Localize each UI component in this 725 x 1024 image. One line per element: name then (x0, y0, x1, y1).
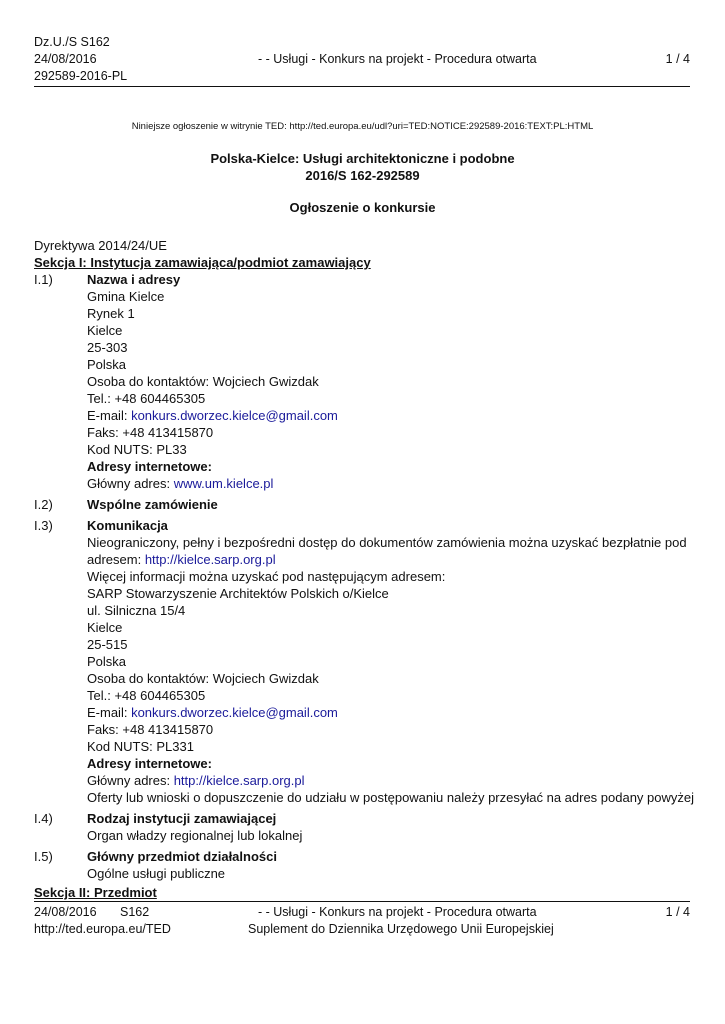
i3-email-link[interactable]: konkurs.dworzec.kielce@gmail.com (131, 705, 338, 720)
i1-country: Polska (87, 357, 127, 372)
directive: Dyrektywa 2014/24/UE (34, 238, 167, 253)
i3-heading: Komunikacja (87, 518, 168, 533)
i1-postal: 25-303 (87, 340, 128, 355)
main-title: Polska-Kielce: Usługi architektoniczne i podobne (210, 151, 515, 166)
i1-heading: Nazwa i adresy (87, 272, 181, 287)
i3-email-label: E-mail: (87, 705, 132, 720)
i3-access-line2 (87, 551, 276, 568)
header-title: - - Usługi - Konkurs na projekt - Procedura otwarta (258, 52, 537, 66)
i3-access-link[interactable]: http://kielce.sarp.org.pl (144, 552, 276, 567)
footer-page: 1 / 4 (665, 905, 690, 919)
i3-country: Polska (87, 654, 127, 669)
i1-city: Kielce (87, 323, 123, 338)
i1-fax: Faks: +48 413415870 (87, 425, 214, 440)
i1-name: Gmina Kielce (87, 289, 165, 304)
i1-main-address-label: Główny adres: (87, 476, 174, 491)
i3-main-address-link[interactable]: http://kielce.sarp.org.pl (173, 773, 305, 788)
section1-title: Sekcja I: Instytucja zamawiająca/podmiot zamawiający (34, 255, 371, 270)
main-ref: 2016/S 162-292589 (305, 168, 420, 183)
i1-main-address-link[interactable]: www.um.kielce.pl (173, 476, 274, 491)
header-rule (34, 86, 690, 87)
i3-internet-heading: Adresy internetowe: (87, 756, 212, 771)
i3-org: SARP Stowarzyszenie Architektów Polskich o/Kielce (87, 586, 389, 601)
i3-tel: Tel.: +48 604465305 (87, 688, 206, 703)
header-ref: Dz.U./S S162 (34, 35, 110, 49)
footer-series: S162 (120, 905, 150, 919)
footer-rule (34, 901, 690, 902)
i3-postal: 25-515 (87, 637, 128, 652)
i2-number: I.2) (34, 497, 53, 512)
i3-main-address-label: Główny adres: (87, 773, 174, 788)
i1-contact: Osoba do kontaktów: Wojciech Gwizdak (87, 374, 319, 389)
i3-city: Kielce (87, 620, 123, 635)
section2-title: Sekcja II: Przedmiot (34, 885, 157, 900)
header-date: 24/08/2016 (34, 52, 97, 66)
i3-number: I.3) (34, 518, 53, 533)
i4-heading: Rodzaj instytucji zamawiającej (87, 811, 277, 826)
i4-value: Organ władzy regionalnej lub lokalnej (87, 828, 303, 843)
header-page: 1 / 4 (665, 52, 690, 66)
header-notice-id: 292589-2016-PL (34, 69, 128, 83)
i1-internet-heading: Adresy internetowe: (87, 459, 212, 474)
i3-fax: Faks: +48 413415870 (87, 722, 214, 737)
i2-heading: Wspólne zamówienie (87, 497, 218, 512)
footer-title: - - Usługi - Konkurs na projekt - Procedura otwarta (258, 905, 537, 919)
footer-subtitle: Suplement do Dziennika Urzędowego Unii Europejskiej (248, 922, 554, 936)
i1-email-link[interactable]: konkurs.dworzec.kielce@gmail.com (131, 408, 338, 423)
i5-heading: Główny przedmiot działalności (87, 849, 277, 864)
i3-street: ul. Silniczna 15/4 (87, 603, 186, 618)
footer-date: 24/08/2016 (34, 905, 97, 919)
i1-nuts: Kod NUTS: PL33 (87, 442, 187, 457)
i4-number: I.4) (34, 811, 53, 826)
i3-nuts: Kod NUTS: PL331 (87, 739, 194, 754)
i5-number: I.5) (34, 849, 53, 864)
i3-access-label: adresem: (87, 552, 145, 567)
notice-url-line: Niniejsze ogłoszenie w witrynie TED: http://ted.europa.eu/udl?uri=TED:NOTICE:292589-2016:TEXT:PL:HTML (131, 121, 594, 132)
i1-main-address-row (87, 475, 273, 492)
i5-value: Ogólne usługi publiczne (87, 866, 226, 881)
i1-number: I.1) (34, 272, 53, 287)
i1-tel: Tel.: +48 604465305 (87, 391, 206, 406)
i3-email-row (87, 704, 338, 721)
i1-email-label: E-mail: (87, 408, 132, 423)
i3-contact: Osoba do kontaktów: Wojciech Gwizdak (87, 671, 319, 686)
i3-more-info: Więcej informacji można uzyskać pod następującym adresem: (87, 569, 446, 584)
i1-street: Rynek 1 (87, 306, 135, 321)
notice-type: Ogłoszenie o konkursie (289, 200, 436, 215)
i3-access-line1: Nieograniczony, pełny i bezpośredni dostęp do dokumentów zamówienia można uzyskać bezpłatnie pod (87, 535, 687, 550)
i3-submission: Oferty lub wnioski o dopuszczenie do udziału w postępowaniu należy przesyłać na adres podany powyżej (87, 790, 695, 805)
i1-email-row (87, 407, 338, 424)
footer-site: http://ted.europa.eu/TED (34, 922, 171, 936)
i3-main-address-row (87, 772, 305, 789)
